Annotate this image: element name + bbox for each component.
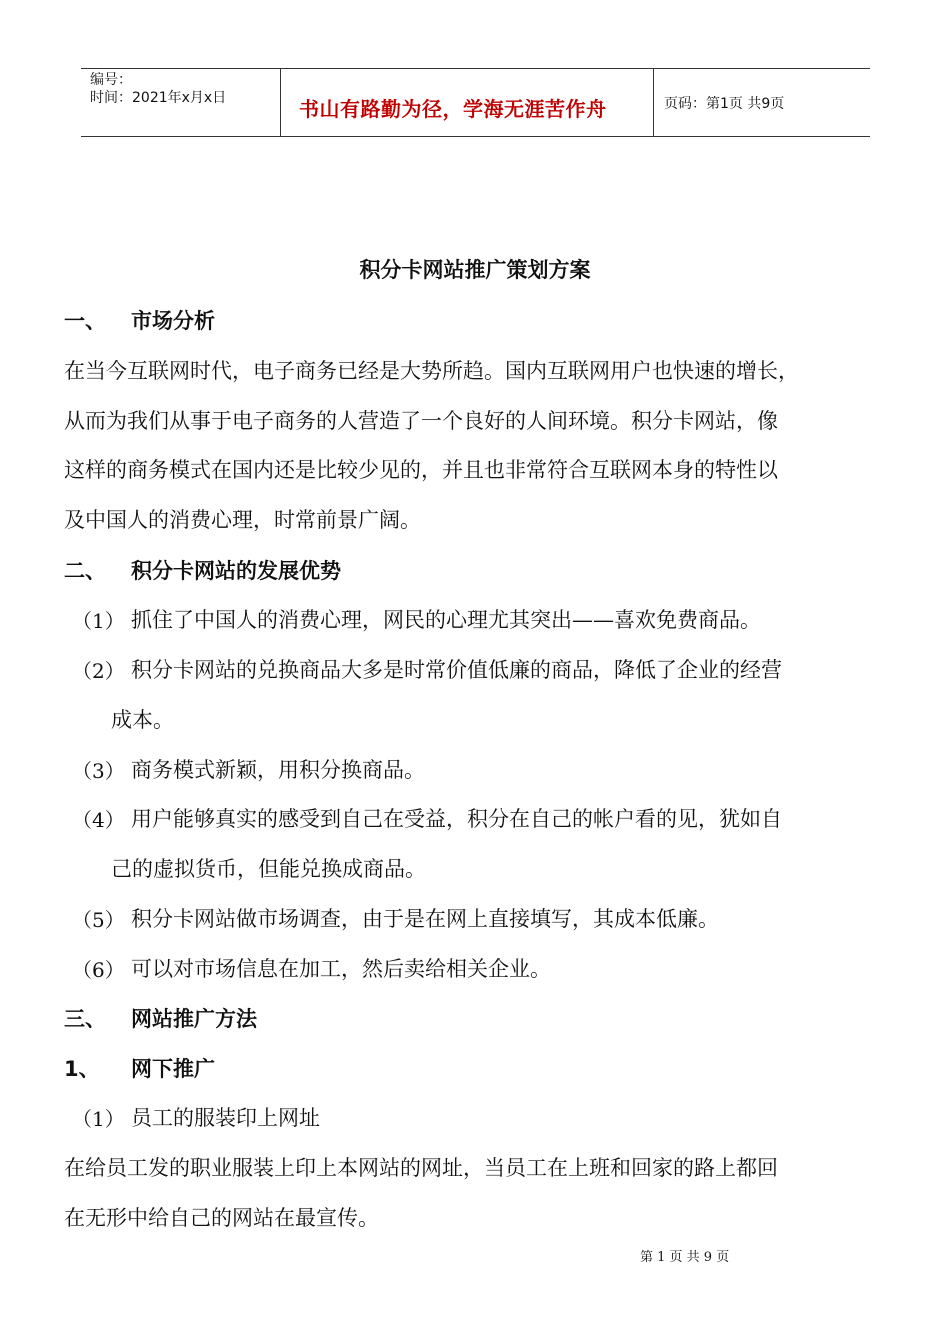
list-item-continuation: 成本。 <box>111 708 174 732</box>
paragraph-line: 在给员工发的职业服装上印上本网站的网址，当员工在上班和回家的路上都回 <box>64 1156 778 1180</box>
paragraph-line: 及中国人的消费心理，时常前景广阔。 <box>64 508 421 532</box>
list-item-text: 抓住了中国人的消费心理，网民的心理尤其突出——喜欢免费商品。 <box>131 608 761 632</box>
list-item-text: 积分卡网站做市场调查，由于是在网上直接填写，其成本低廉。 <box>131 907 719 931</box>
paragraph-line: 在当今互联网时代，电子商务已经是大势所趋。国内互联网用户也快速的增长， <box>64 359 799 383</box>
section-2-title: 积分卡网站的发展优势 <box>131 559 341 583</box>
list-item-number: （4） <box>72 808 125 832</box>
header-meta-cell <box>81 69 281 136</box>
number-label: 编号： <box>90 72 132 88</box>
header-page-cell <box>654 69 870 136</box>
section-1-number: 一、 <box>64 309 106 333</box>
list-item-number: （1） <box>72 1107 125 1131</box>
list-item-text: 可以对市场信息在加工，然后卖给相关企业。 <box>131 957 551 981</box>
page-info: 页码：第1页 共9页 <box>664 96 785 112</box>
paragraph-line: 从而为我们从事于电子商务的人营造了一个良好的人间环境。积分卡网站，像 <box>64 409 778 433</box>
list-item-number: （2） <box>72 659 125 683</box>
paragraph-line: 这样的商务模式在国内还是比较少见的，并且也非常符合互联网本身的特性以 <box>64 458 778 482</box>
document-title: 积分卡网站推广策划方案 <box>359 258 591 282</box>
list-item-text: 商务模式新颖，用积分换商品。 <box>131 758 425 782</box>
list-item-continuation: 己的虚拟货币，但能兑换成商品。 <box>111 857 426 881</box>
list-item-text: 积分卡网站的兑换商品大多是时常价值低廉的商品，降低了企业的经营 <box>131 658 782 682</box>
section-3-number: 三、 <box>64 1007 106 1031</box>
list-item-number: （1） <box>72 609 125 633</box>
section-1-title: 市场分析 <box>131 309 215 333</box>
subsection-title: 网下推广 <box>131 1057 215 1081</box>
list-item-text: 用户能够真实的感受到自己在受益，积分在自己的帐户看的见，犹如自 <box>131 807 782 831</box>
list-item-text: 员工的服装印上网址 <box>131 1106 320 1130</box>
section-2-number: 二、 <box>64 559 106 583</box>
header-motto-cell <box>281 69 654 136</box>
page-footer: 第 1 页 共 9 页 <box>640 1250 730 1265</box>
document-header <box>81 68 870 137</box>
list-item-number: （5） <box>72 908 125 932</box>
subsection-number: 1、 <box>64 1057 100 1081</box>
paragraph-line: 在无形中给自己的网站在最宣传。 <box>64 1206 379 1230</box>
list-item-number: （6） <box>72 958 125 982</box>
list-item-number: （3） <box>72 759 125 783</box>
time-label: 时间：2021年x月x日 <box>90 90 227 106</box>
section-3-title: 网站推广方法 <box>131 1007 257 1031</box>
motto-text: 书山有路勤为径，学海无涯苦作舟 <box>299 97 607 121</box>
